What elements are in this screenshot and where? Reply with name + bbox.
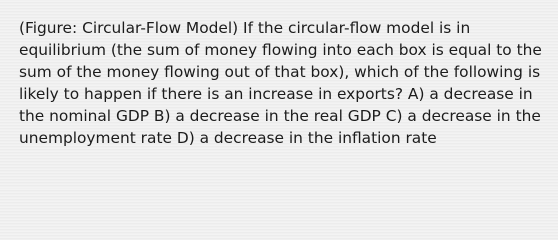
question-text: (Figure: Circular-Flow Model) If the circular-flow model is in equilibrium (the sum of money flowing into each box is equal to the sum of the money flowing out of that box), which of the following is likely to happen if there is an increase in exports? A) a decrease in the nominal GDP B) a decrease in the real GDP C) a decrease in the unemployment rate D) a decrease in the inflation rate xyxy=(19,19,542,147)
